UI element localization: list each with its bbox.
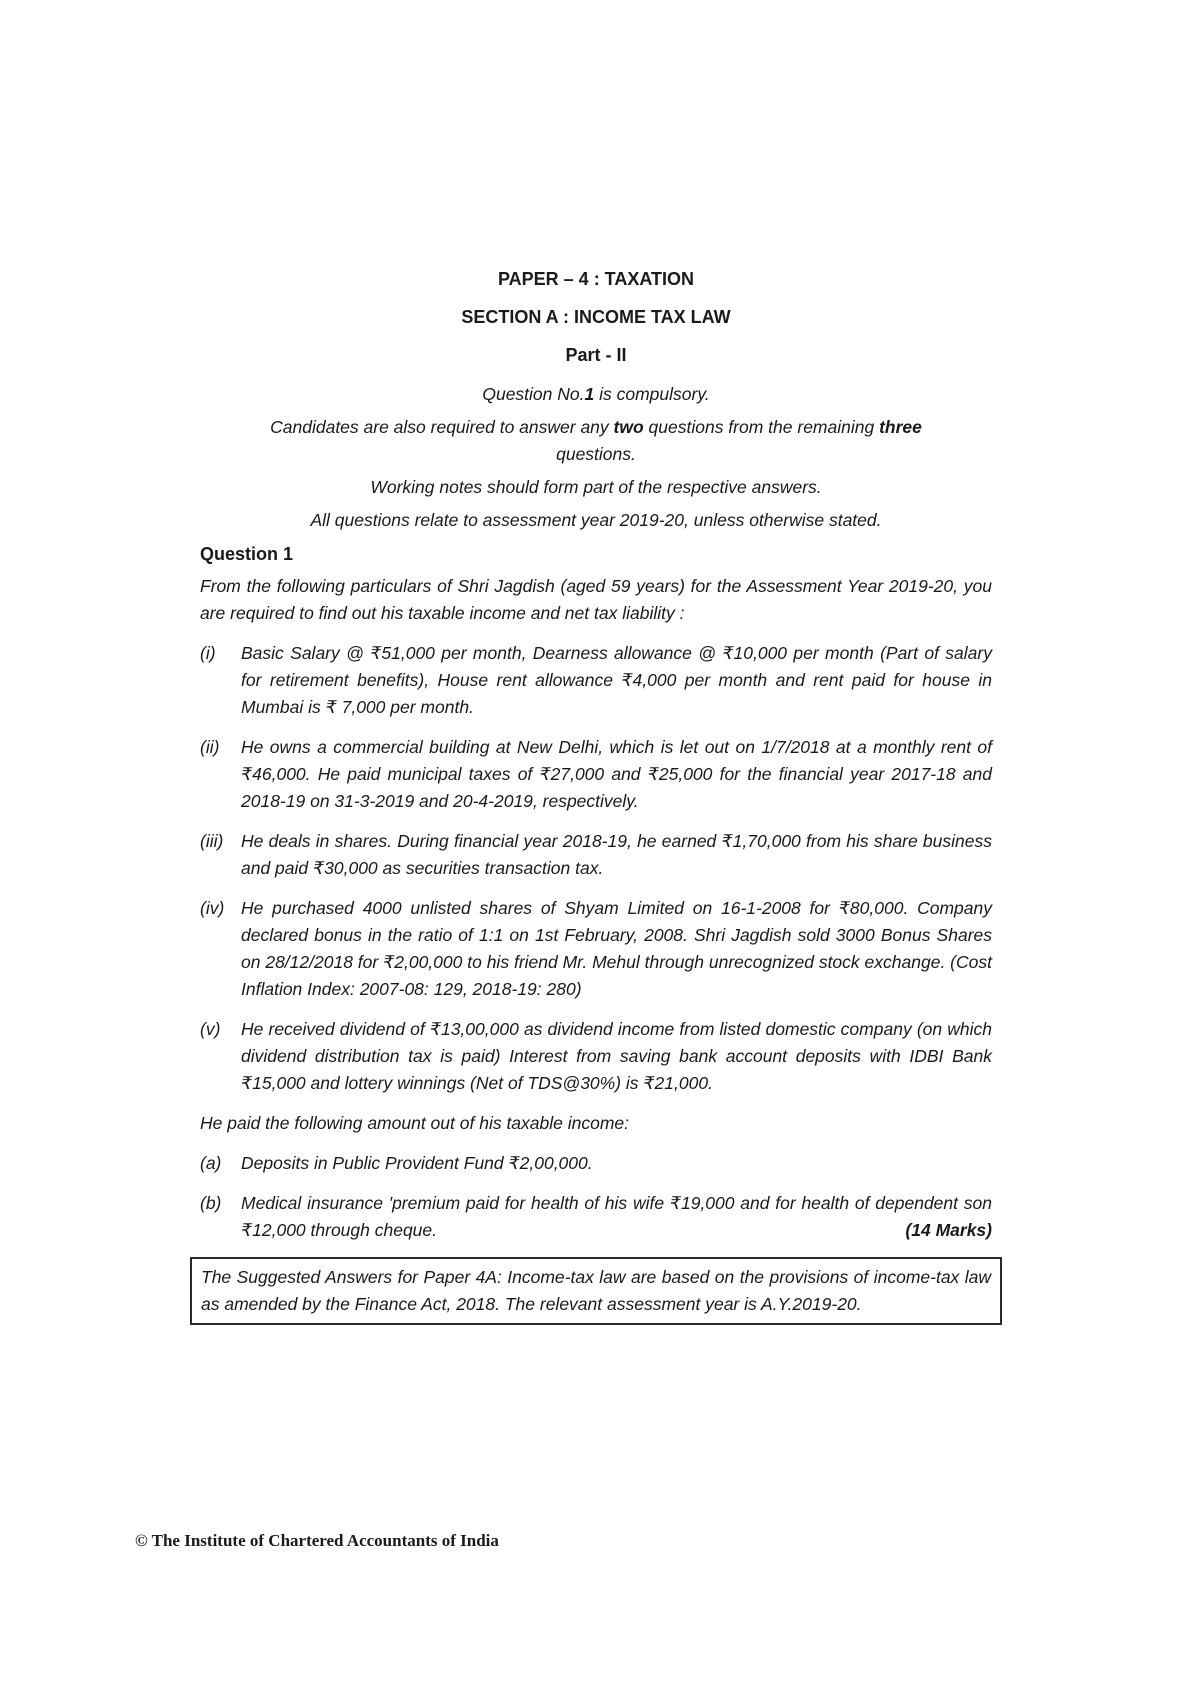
marks-label: (14 Marks): [905, 1220, 992, 1240]
item-label: (v): [200, 1019, 221, 1039]
item-text: He owns a commercial building at New Delhi, which is let out on 1/7/2018 at a monthly rent of ₹46,000. He paid municipal taxes of ₹27,000 and ₹25,000 for the financial year 2017-18 and 2018-19 on 31-3-2019 and 20-4-2019, respectively.: [241, 737, 992, 811]
item-label: (a): [200, 1153, 222, 1173]
item-text: He deals in shares. During financial year 2018-19, he earned ₹1,70,000 from his share business and paid ₹30,000 as securities transaction tax.: [241, 831, 992, 878]
question-item: [200, 734, 992, 815]
item-label: (iv): [200, 898, 225, 918]
document-page: [200, 268, 992, 1325]
note-text: questions.: [556, 444, 636, 464]
question-item: [200, 1016, 992, 1097]
item-text: Basic Salary @ ₹51,000 per month, Dearness allowance @ ₹10,000 per month (Part of salary for retirement benefits), House rent allowance ₹4,000 per month and rent paid for house in Mumbai is ₹ 7,000 per month.: [241, 643, 992, 717]
note-bold: two: [613, 417, 644, 437]
paid-item: [200, 1190, 992, 1244]
paper-title: PAPER – 4 : TAXATION: [497, 269, 695, 289]
part-title: Part - II: [565, 345, 627, 365]
question-item: [200, 895, 992, 1003]
question-item: [200, 640, 992, 721]
item-text-body: Medical insurance 'premium paid for health of his wife ₹19,000 and for health of dependent son ₹12,000 through cheque.: [241, 1193, 992, 1240]
section-title: SECTION A : INCOME TAX LAW: [461, 307, 731, 327]
item-text: He purchased 4000 unlisted shares of Shyam Limited on 16-1-2008 for ₹80,000. Company declared bonus in the ratio of 1:1 on 1st February, 2008. Shri Jagdish sold 3000 Bonus Shares on 28/12/2018 for ₹2,00,000 to his friend Mr. Mehul through unrecognized stock exchange. (Cost Inflation Index: 2007-08: 129, 2018-19: 280): [241, 898, 992, 999]
suggested-answers-note: The Suggested Answers for Paper 4A: Income-tax law are based on the provisions of income-tax law as amended by the Finance Act, 2018. The relevant assessment year is A.Y.2019-20.: [201, 1267, 991, 1314]
item-label: (b): [200, 1193, 222, 1213]
note-working-notes: Working notes should form part of the respective answers.: [370, 477, 822, 497]
paid-intro: He paid the following amount out of his taxable income:: [200, 1113, 630, 1133]
question-heading: Question 1: [200, 544, 294, 564]
note-bold: three: [879, 417, 922, 437]
note-bold: 1: [584, 384, 595, 404]
item-text: Deposits in Public Provident Fund ₹2,00,000.: [241, 1153, 593, 1173]
item-text: [241, 1190, 992, 1244]
suggested-answers-note-box: [190, 1257, 1002, 1325]
paid-item: [200, 1150, 992, 1177]
note-text: Candidates are also required to answer any: [270, 417, 614, 437]
note-candidates: [251, 414, 941, 468]
note-assessment-year: All questions relate to assessment year 2019-20, unless otherwise stated.: [310, 510, 882, 530]
note-compulsory: [200, 381, 992, 408]
item-label: (ii): [200, 737, 220, 757]
item-label: (i): [200, 643, 216, 663]
note-text: is compulsory.: [594, 384, 710, 404]
copyright-footer: © The Institute of Chartered Accountants of India: [135, 1531, 499, 1550]
question-item: [200, 828, 992, 882]
item-label: (iii): [200, 831, 224, 851]
note-text: questions from the remaining: [643, 417, 880, 437]
question-intro: From the following particulars of Shri Jagdish (aged 59 years) for the Assessment Year 2019-20, you are required to find out his taxable income and net tax liability :: [200, 576, 992, 623]
note-text: Question No.: [482, 384, 585, 404]
item-text: He received dividend of ₹13,00,000 as dividend income from listed domestic company (on which dividend distribution tax is paid) Interest from saving bank account deposits with IDBI Bank ₹15,000 and lottery winnings (Net of TDS@30%) is ₹21,000.: [241, 1019, 992, 1093]
